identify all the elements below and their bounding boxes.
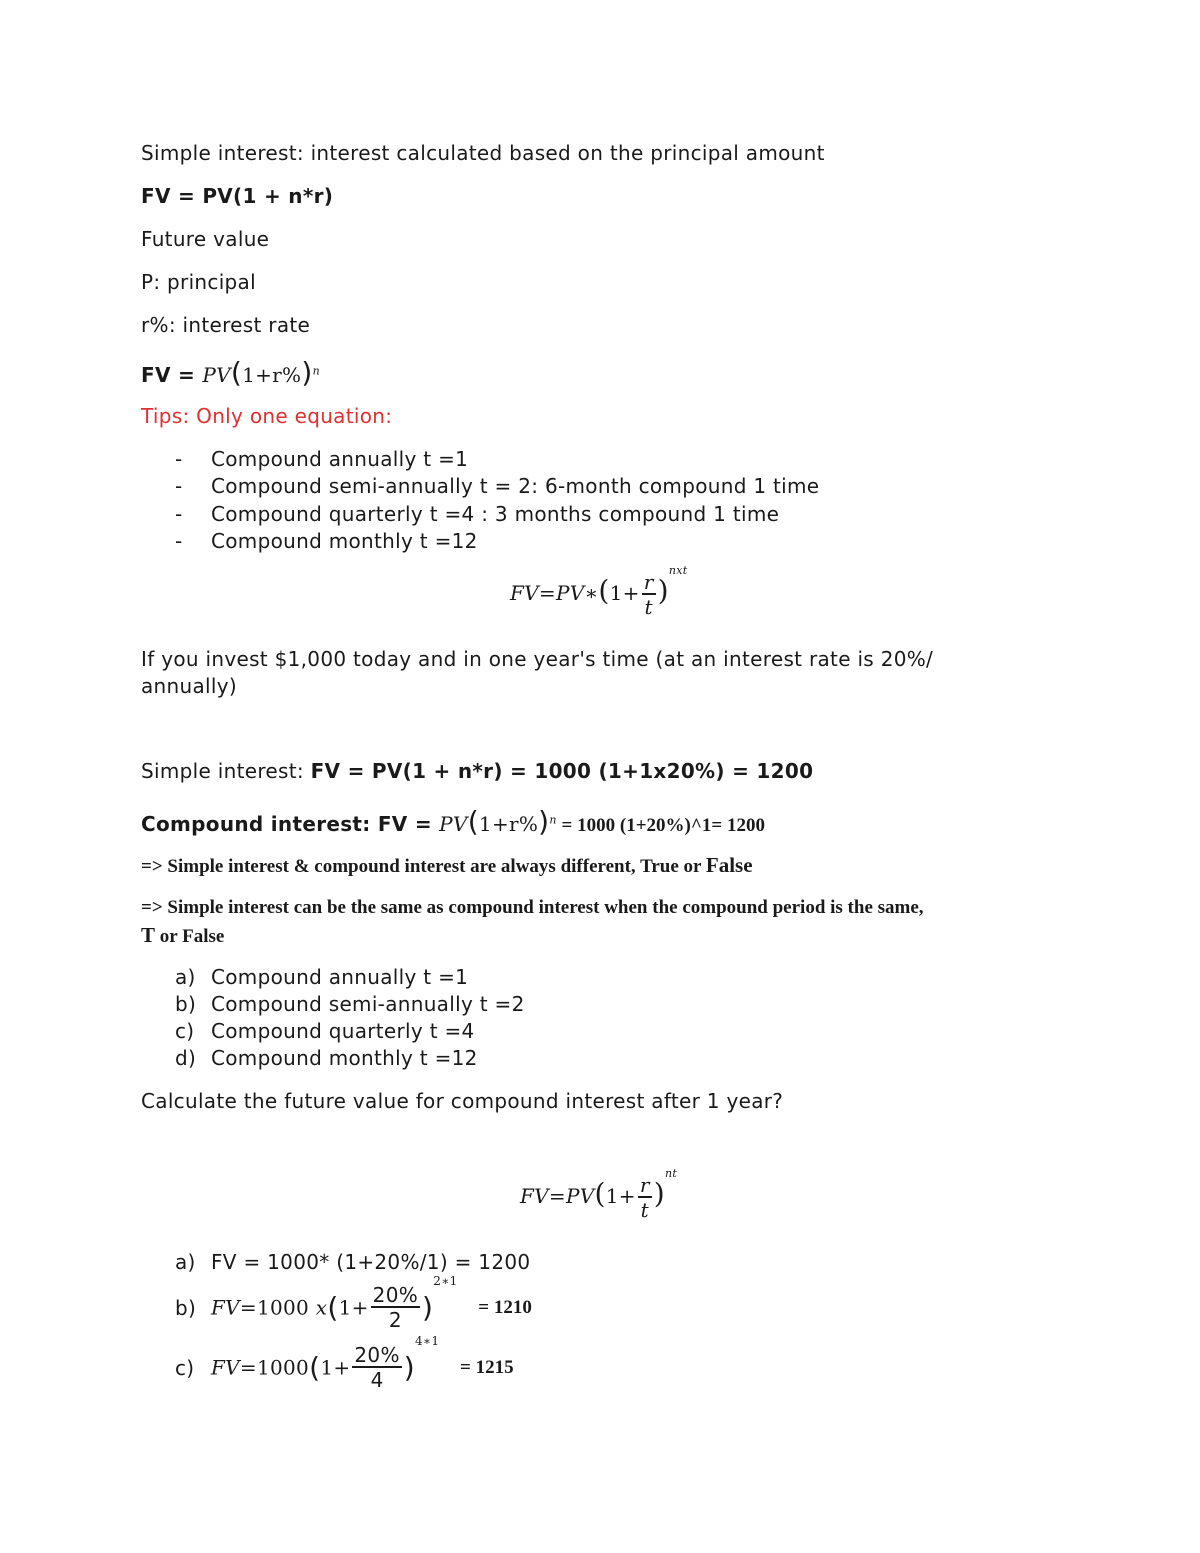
list-item: c) Compound quarterly t =4 xyxy=(175,1019,475,1043)
formula-simple-interest: FV = PV(1 + n*r) xyxy=(141,184,334,208)
list-item: - Compound annually t =1 xyxy=(175,447,469,471)
compound-interest-example: Compound interest: FV = $PV(1+r\%)^n = 1000$ (1+20%)^1= 1200 xyxy=(141,805,765,838)
definition-future-value: Future value xyxy=(141,227,270,251)
answer-true: T xyxy=(141,923,156,947)
question-invest-cont: annually) xyxy=(141,674,237,698)
formula-compound-interest: FV = $PV(1+r\%)^n$ xyxy=(141,356,320,389)
true-false-question-2: => Simple interest can be the same as compound interest when the compound period is the same, xyxy=(141,897,924,918)
list-item: b) Compound semi-annually t =2 xyxy=(175,992,525,1016)
list-item: a) Compound annually t =1 xyxy=(175,965,469,989)
formula-compound-general: FV=PV∗(1+ $\frac{r}{t}$ )$^{nxt}$ xyxy=(510,564,688,619)
tips-heading: Tips: Only one equation: xyxy=(141,404,393,428)
definition-principal: P: principal xyxy=(141,270,256,294)
formula-compound-periodic: FV=PV(1+ $\frac{r}{t}$ )$^{nt}$ xyxy=(520,1167,678,1222)
simple-interest-example: Simple interest: FV = PV(1 + n*r) = 1000 (1+1x20%) = 1200 xyxy=(141,759,814,783)
answer-c: c) FV=1000(1+ $\frac{20\%}{4}$ )$^{4∗1}$ = 1215 xyxy=(175,1334,514,1392)
list-item: - Compound semi-annually t = 2: 6-month compound 1 time xyxy=(175,474,820,498)
definition-simple-interest: Simple interest: interest calculated based on the principal amount xyxy=(141,141,825,165)
true-false-question-2-cont: T or False xyxy=(141,923,225,947)
question-invest: If you invest $1,000 today and in one year's time (at an interest rate is 20%/ xyxy=(141,647,934,671)
formula-label: FV = xyxy=(141,363,203,387)
true-false-question-1: => Simple interest & compound interest are always different, True or False xyxy=(141,853,753,877)
answer-false: False xyxy=(705,853,753,877)
list-item: d) Compound monthly t =12 xyxy=(175,1046,478,1070)
definition-interest-rate: r%: interest rate xyxy=(141,313,311,337)
question-future-value: Calculate the future value for compound interest after 1 year? xyxy=(141,1089,784,1113)
answer-a: a) FV = 1000* (1+20%/1) = 1200 xyxy=(175,1250,531,1274)
answer-b: b) FV=1000 x(1+ $\frac{20\%}{2}$ )$^{2∗1}$ = 1210 xyxy=(175,1274,532,1332)
list-item: - Compound monthly t =12 xyxy=(175,529,478,553)
list-item: - Compound quarterly t =4 : 3 months compound 1 time xyxy=(175,502,780,526)
